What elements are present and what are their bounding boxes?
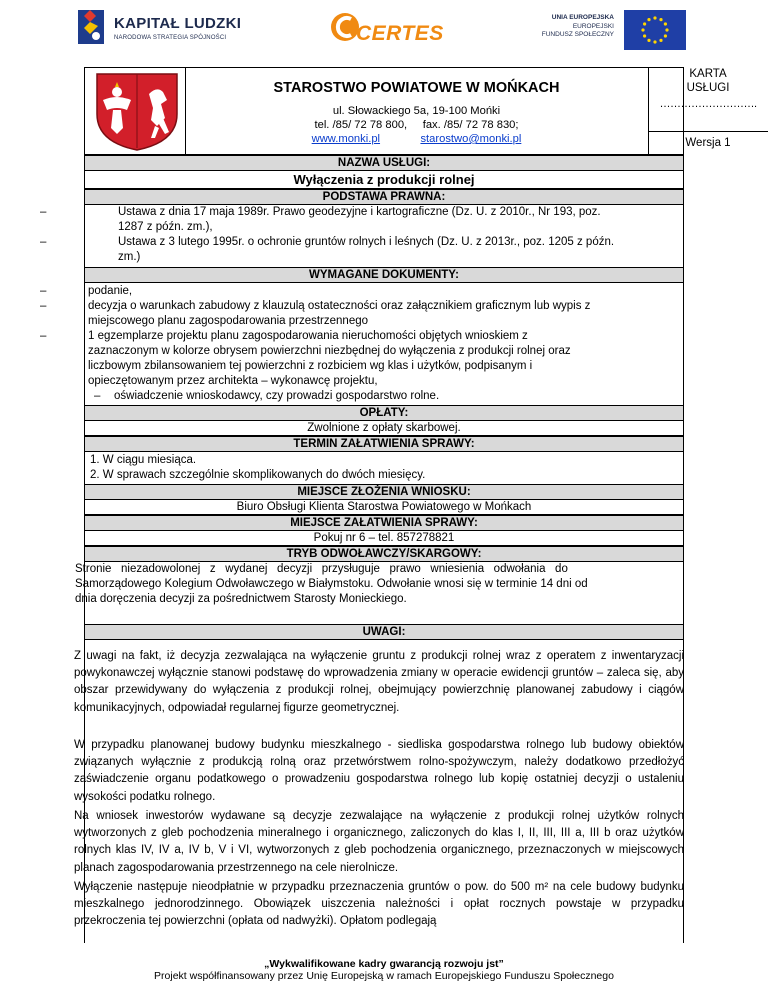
- notes-label: UWAGI:: [84, 624, 684, 640]
- office-links: [185, 133, 648, 145]
- kapital-ludzki-logo: [76, 6, 256, 50]
- document-line-2: decyzja o warunkach zabudowy z klauzulą ostateczności oraz załącznikiem graficznym lub wypis z: [88, 300, 591, 312]
- card-number: ……………………….: [659, 98, 757, 110]
- document-dash-1: –: [40, 285, 47, 297]
- eu-logo: [520, 10, 700, 54]
- footer-slogan: „Wykwalifikowane kadry gwarancją rozwoju jst”: [264, 958, 504, 970]
- eu-text: [542, 14, 614, 40]
- notes-paragraph-4: Wyłączenie następuje nieodpłatnie w przypadku przeznaczenia gruntów o pow. do 500 m² na cele budowy budynku mieszkalnego jednorodzinnego. Obowiązek uiszczenia należności i opłat rocznych powstaje w przypadku przekroczenia tej powierzchni (opłata od nadwyżki). Opłatom podlegają: [74, 881, 684, 928]
- deadline-label: TERMIN ZAŁATWIENIA SPRAWY:: [84, 436, 684, 452]
- notes-paragraph-1: Z uwagi na fakt, iż decyzja zezwalająca na wyłączenie gruntu z produkcji rolnej wraz z operatem z inwentaryzacji powykonawczej wyłącznie stanowi podstawę do wprowadzenia zmiany w operacie ewidencji gruntów – zaleca się, aby obszar przewidywany do wyłączenia z produkcji rolnej, obejmujący powierzchnię planowanej zabudowy i ciągów komunikacyjnych, odpowiadał regularnej figurze geometrycznej.: [74, 650, 684, 714]
- document-dash-2: –: [40, 300, 47, 312]
- deadline-item-2: 2. W sprawach szczególnie skomplikowanych do dwóch miesięcy.: [90, 469, 426, 481]
- certes-logo: [330, 8, 444, 52]
- handling-place-value: Pokuj nr 6 – tel. 857278821: [84, 531, 684, 546]
- office-fax: fax. /85/ 72 78 830;: [422, 119, 519, 131]
- document-dash-3: –: [40, 330, 47, 342]
- card-label-line1: KARTA: [689, 68, 727, 80]
- notes-paragraph-3: Na wniosek inwestorów wydawane są decyzje zezwalające na wyłączenie z produkcji rolnej użytków rolnych wytworzonych z gleb pochodzenia mineralnego i organicznego, zaliczonych do klas I, II, III, III a, III b oraz użytków rolnych klas IV, IV a, IV b, V i VI, wytworzonych z gleb pochodzenia organicznego, przeznaczonych w miejscowych planach zagospodarowania przestrzennego na cele nierolnicze.: [74, 810, 684, 874]
- legal-basis-line-3: Ustawa z 3 lutego 1995r. o ochronie gruntów rolnych i leśnych (Dz. U. z 2013r., poz. 1205 z późn.: [118, 236, 615, 248]
- submit-place-value: Biuro Obsługi Klienta Starostwa Powiatowego w Mońkach: [84, 500, 684, 515]
- eu-line1: UNIA EUROPEJSKA: [551, 14, 614, 21]
- document-line-8: oświadczenie wnioskodawcy, czy prowadzi gospodarstwo rolne.: [114, 390, 440, 402]
- legal-basis-line-1: Ustawa z dnia 17 maja 1989r. Prawo geodezyjne i kartograficzne (Dz. U. z 2010r., Nr 193, poz.: [118, 206, 601, 218]
- appeal-label: TRYB ODWOŁAWCZY/SKARGOWY:: [84, 546, 684, 562]
- legal-basis-label: PODSTAWA PRAWNA:: [84, 189, 684, 205]
- office-phones: [185, 119, 648, 131]
- kapital-ludzki-subtitle: NARODOWA STRATEGIA SPÓJNOŚCI: [114, 35, 227, 41]
- coat-of-arms-icon: [93, 70, 181, 152]
- notes-paragraph-2: W przypadku planowanej budowy budynku mieszkalnego - siedliska gospodarstwa rolnego lub budowy obiektów związanych wyłącznie z produkcją rolną oraz przetwórstwem rolno-spożywczym, należy dodatkowo przedłożyć zaświadczenie organu podatkowego o prowadzeniu gospodarstwa rolnego lub kopię ostatniej decyzji o ustaleniu wysokości podatku rolnego.: [74, 739, 684, 803]
- eu-flag-icon: [624, 10, 686, 50]
- logo-strip: [0, 0, 768, 60]
- handling-place-label: MIEJSCE ZAŁATWIENIA SPRAWY:: [84, 515, 684, 531]
- office-name: STAROSTWO POWIATOWE W MOŃKACH: [273, 80, 560, 96]
- legal-basis-dash-2: –: [40, 236, 47, 248]
- legal-basis-line-2: 1287 z późn. zm.),: [118, 221, 213, 233]
- legal-basis-dash-1: –: [40, 206, 47, 218]
- card-version: Wersja 1: [685, 137, 731, 149]
- document-line-5: zaznaczonym w kolorze obrysem powierzchni niezbędnej do wyłączenia z produkcji rolnej oraz: [88, 345, 571, 357]
- card-label-line2: USŁUGI: [686, 82, 730, 94]
- appeal-line-2: Samorządowego Kolegium Odwoławczego w Białymstoku. Odwołanie wnosi się w terminie 14 dni od: [75, 578, 588, 590]
- submit-place-label: MIEJSCE ZŁOŻENIA WNIOSKU:: [84, 484, 684, 500]
- deadline-item-1: 1. W ciągu miesiąca.: [90, 454, 197, 466]
- document-line-7: opieczętowanym przez architekta – wykonawcę projektu,: [88, 375, 378, 387]
- appeal-line-3: dnia doręczenia decyzji za pośrednictwem Starosty Monieckiego.: [75, 593, 407, 605]
- document-dash-4: –: [94, 390, 101, 402]
- service-name: Wyłączenia z produkcji rolnej: [84, 171, 684, 189]
- document-line-4: 1 egzemplarze projektu planu zagospodarowania nieruchomości objętych wnioskiem z: [88, 330, 528, 342]
- website-link[interactable]: www.monki.pl: [311, 133, 381, 145]
- appeal-line-1: Stronie niezadowolonej z wydanej decyzji przysługuje prawo wniesienia odwołania do: [75, 563, 568, 575]
- documents-label: WYMAGANE DOKUMENTY:: [84, 267, 684, 283]
- kapital-ludzki-emblem-icon: [76, 6, 106, 46]
- footer-cofinancing: Projekt współfinansowany przez Unię Europejską w ramach Europejskiego Funduszu Społecznego: [154, 970, 614, 982]
- kapital-ludzki-title: KAPITAŁ LUDZKI: [114, 15, 242, 32]
- card-cell: [648, 68, 768, 154]
- card-label-box: [648, 68, 768, 132]
- office-tel: tel. /85/ 72 78 800,: [314, 119, 408, 131]
- eu-line3: FUNDUSZ SPOŁECZNY: [541, 31, 614, 38]
- fees-value: Zwolnione z opłaty skarbowej.: [84, 421, 684, 436]
- document-line-6: liczbowym zbilansowaniem tej powierzchni z rozbiciem wg klas i użytków, podpisanym i: [88, 360, 533, 372]
- email-link[interactable]: starostwo@monki.pl: [420, 133, 522, 145]
- footer: [0, 958, 768, 982]
- legal-basis-line-4: zm.): [118, 251, 141, 263]
- crest-cell: [85, 68, 186, 154]
- service-name-label: NAZWA USŁUGI:: [84, 155, 684, 171]
- office-address: ul. Słowackiego 5a, 19-100 Mońki: [332, 105, 501, 117]
- office-cell: [185, 68, 649, 154]
- document-line-1: podanie,: [88, 285, 133, 297]
- eu-line2: EUROPEJSKI: [572, 22, 614, 30]
- fees-label: OPŁATY:: [84, 405, 684, 421]
- certes-brand: CERTES: [356, 22, 444, 45]
- document-line-3: miejscowego planu zagospodarowania przestrzennego: [88, 315, 369, 327]
- document-header: [84, 67, 757, 155]
